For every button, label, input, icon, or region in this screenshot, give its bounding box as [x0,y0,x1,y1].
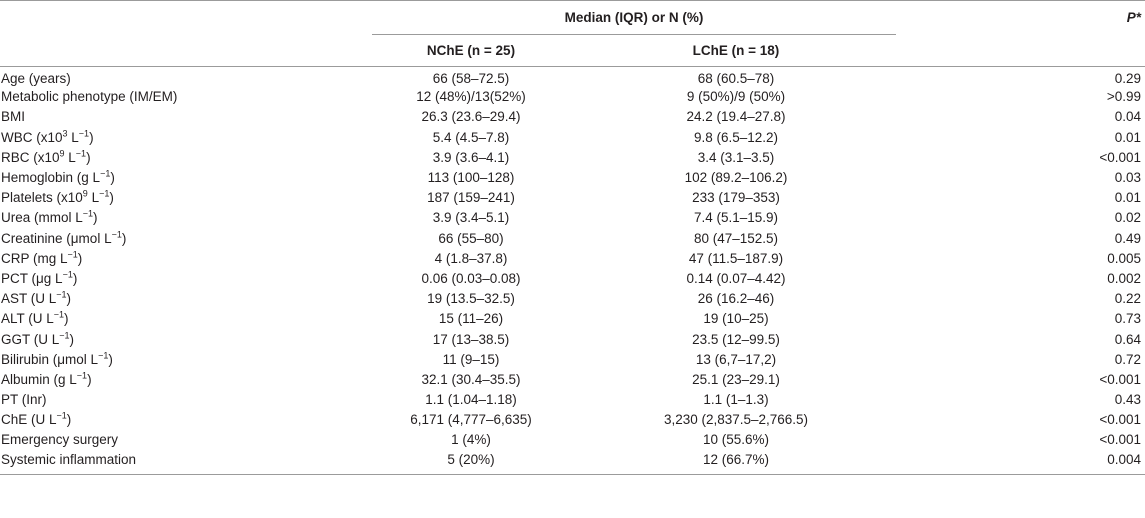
p-value: 0.43 [1114,392,1141,408]
lche-value: 9 (50%)/9 (50%) [686,89,786,105]
label-text: AST (U L [1,291,57,307]
nche-value: 32.1 (30.4–35.5) [421,371,521,387]
lche-value: 9.8 (6.5–12.2) [693,129,779,145]
group-header: Median (IQR) or N (%) [372,1,896,35]
label-superscript: −1 [99,188,110,199]
label-text: Albumin (g L [1,371,77,387]
lche-value: 68 (60.5–78) [697,71,775,87]
label-superscript: 9 [82,188,88,199]
label-superscript: 3 [62,128,68,139]
label-superscript: −1 [98,350,109,361]
label-superscript: −1 [76,370,88,381]
label-text: ) [93,210,98,226]
table-row [0,329,1145,349]
row-label [0,410,372,430]
label-superscript: −1 [56,289,67,300]
label-text: WBC (x10 [1,129,63,145]
p-value: 0.04 [1114,109,1141,125]
label-text: ) [121,230,127,246]
nche-value: 12 (48%)/13(52%) [416,89,526,105]
row-label [0,349,372,369]
row-label [0,228,372,248]
row-label [0,369,372,389]
p-value: 0.002 [1107,270,1141,286]
nche-value: 11 (9–15) [442,351,500,367]
label-text: Hemoglobin (g L [1,170,101,186]
nche-value: 66 (55–80) [438,230,504,246]
row-label [0,167,372,187]
label-text: ChE (U L [1,412,57,428]
row-label [0,268,372,288]
label-text: L [67,129,79,145]
nche-value: 113 (100–128) [427,170,515,186]
table-body [0,67,1145,475]
p-value: 0.01 [1114,129,1141,145]
label-superscript: −1 [78,128,90,139]
label-superscript: −1 [100,168,111,179]
lche-value: 3.4 (3.1–3.5) [697,149,775,165]
row-label: BMI [1,109,26,125]
table-row [0,349,1145,369]
p-value: 0.004 [1107,452,1141,468]
table-row [0,450,1145,474]
label-text: ) [86,149,91,165]
p-value: 0.03 [1114,170,1141,186]
nche-value: 3.9 (3.4–5.1) [432,210,510,226]
lche-value: 26 (16.2–46) [697,291,775,307]
label-text: Platelets (x10 [1,190,83,206]
nche-value: 4 (1.8–37.8) [434,250,508,266]
lche-value: 13 (6,7–17,2) [695,351,777,367]
p-value: <0.001 [1099,432,1141,448]
lche-value: 7.4 (5.1–15.9) [693,210,779,226]
label-text: ) [69,331,75,347]
header-row-columns [0,35,1145,67]
nche-value: 0.06 (0.03–0.08) [421,270,521,286]
table-row [0,87,1145,107]
label-text: L [87,190,100,206]
row-label: Emergency surgery [1,432,119,448]
label-text: ) [64,311,69,327]
lche-value: 1.1 (1–1.3) [703,392,769,408]
label-superscript: −1 [62,269,73,280]
table-row [0,208,1145,228]
table-row [0,390,1145,410]
lche-value: 12 (66.7%) [702,452,770,468]
nche-column-header: NChE (n = 25) [426,43,516,58]
lche-value: 0.14 (0.07–4.42) [686,270,786,286]
lche-value: 10 (55.6%) [702,432,770,448]
nche-value: 26.3 (23.6–29.4) [421,109,521,125]
label-text: ) [110,170,115,186]
lche-value: 24.2 (19.4–27.8) [686,109,786,125]
nche-value: 5.4 (4.5–7.8) [432,129,510,145]
nche-value: 15 (11–26) [438,311,504,327]
label-superscript: −1 [67,249,78,260]
table-row [0,430,1145,450]
label-text: ) [66,412,72,428]
label-text: ) [89,129,94,145]
row-label [0,188,372,208]
p-value: 0.29 [1114,71,1141,87]
table-row [0,248,1145,268]
table-row [0,107,1145,127]
row-label: Systemic inflammation [1,452,137,468]
label-text: PCT (μg L [1,270,63,286]
label-text: Urea (mmol L [1,210,83,226]
header-row-group [0,1,1145,35]
p-value: <0.001 [1099,149,1141,165]
table-row [0,268,1145,288]
p-value: 0.49 [1114,230,1141,246]
nche-value: 3.9 (3.6–4.1) [432,149,510,165]
label-text: L [64,149,76,165]
p-value: 0.73 [1114,311,1141,327]
lche-value: 80 (47–152.5) [693,230,779,246]
p-value: 0.22 [1114,291,1141,307]
label-superscript: 9 [59,148,65,159]
nche-value: 187 (159–241) [427,190,515,206]
table-row [0,67,1145,87]
table-row [0,309,1145,329]
row-label [0,309,372,329]
label-text: ) [66,291,72,307]
nche-value: 5 (20%) [447,452,495,468]
row-label [0,127,372,147]
table-row [0,289,1145,309]
row-label [0,248,372,268]
label-superscript: −1 [56,410,67,421]
lche-value: 47 (11.5–187.9) [688,250,784,266]
table-row [0,369,1145,389]
label-superscript: −1 [75,148,87,159]
p-value: 0.64 [1114,331,1141,347]
label-text: ) [108,351,113,367]
nche-value: 17 (13–38.5) [432,331,510,347]
label-text: ) [87,371,92,387]
label-text: Bilirubin (μmol L [1,351,99,367]
row-label [0,289,372,309]
nche-value: 66 (58–72.5) [432,71,510,87]
label-text: GGT (U L [1,331,60,347]
table-row [0,188,1145,208]
table-row [0,147,1145,167]
row-label: Metabolic phenotype (IM/EM) [1,89,178,105]
p-value: >0.99 [1106,89,1141,105]
label-superscript: −1 [111,229,122,240]
nche-value: 6,171 (4,777–6,635) [410,412,532,428]
lche-value: 23.5 (12–99.5) [692,331,780,347]
nche-value: 1.1 (1.04–1.18) [425,392,517,408]
label-text: ) [77,250,83,266]
p-value: 0.02 [1114,210,1141,226]
p-value: <0.001 [1099,412,1141,428]
table-row [0,127,1145,147]
header-empty-cell [0,35,372,67]
label-text: ) [109,190,114,206]
lche-value: 19 (10–25) [703,311,769,327]
table-row [0,410,1145,430]
header-empty-cell [0,1,372,35]
p-value: <0.001 [1099,371,1141,387]
p-value: 0.72 [1114,351,1141,367]
lche-value: 102 (89.2–106.2) [684,170,788,186]
label-superscript: −1 [82,208,94,219]
lche-value: 3,230 (2,837.5–2,766.5) [663,412,809,428]
p-value-header: P* [1126,10,1141,26]
label-superscript: −1 [59,330,70,341]
row-label [0,208,372,228]
row-label: Age (years) [1,71,71,87]
label-text: RBC (x10 [1,149,60,165]
nche-value: 1 (4%) [451,432,491,448]
label-text: ALT (U L [1,311,54,327]
row-label [0,147,372,167]
p-value: 0.005 [1107,250,1141,266]
lche-column-header: LChE (n = 18) [692,43,780,58]
nche-value: 19 (13.5–32.5) [427,291,515,307]
label-text: CRP (mg L [1,250,68,266]
label-text: Creatinine (μmol L [1,230,112,246]
table-row [0,228,1145,248]
label-superscript: −1 [53,309,65,320]
row-label [0,329,372,349]
row-label: PT (Inr) [1,392,47,408]
p-value: 0.01 [1114,190,1141,206]
lche-value: 233 (179–353) [692,190,780,206]
lche-value: 25.1 (23–29.1) [692,371,780,387]
table-row [0,167,1145,187]
label-text: ) [72,270,78,286]
